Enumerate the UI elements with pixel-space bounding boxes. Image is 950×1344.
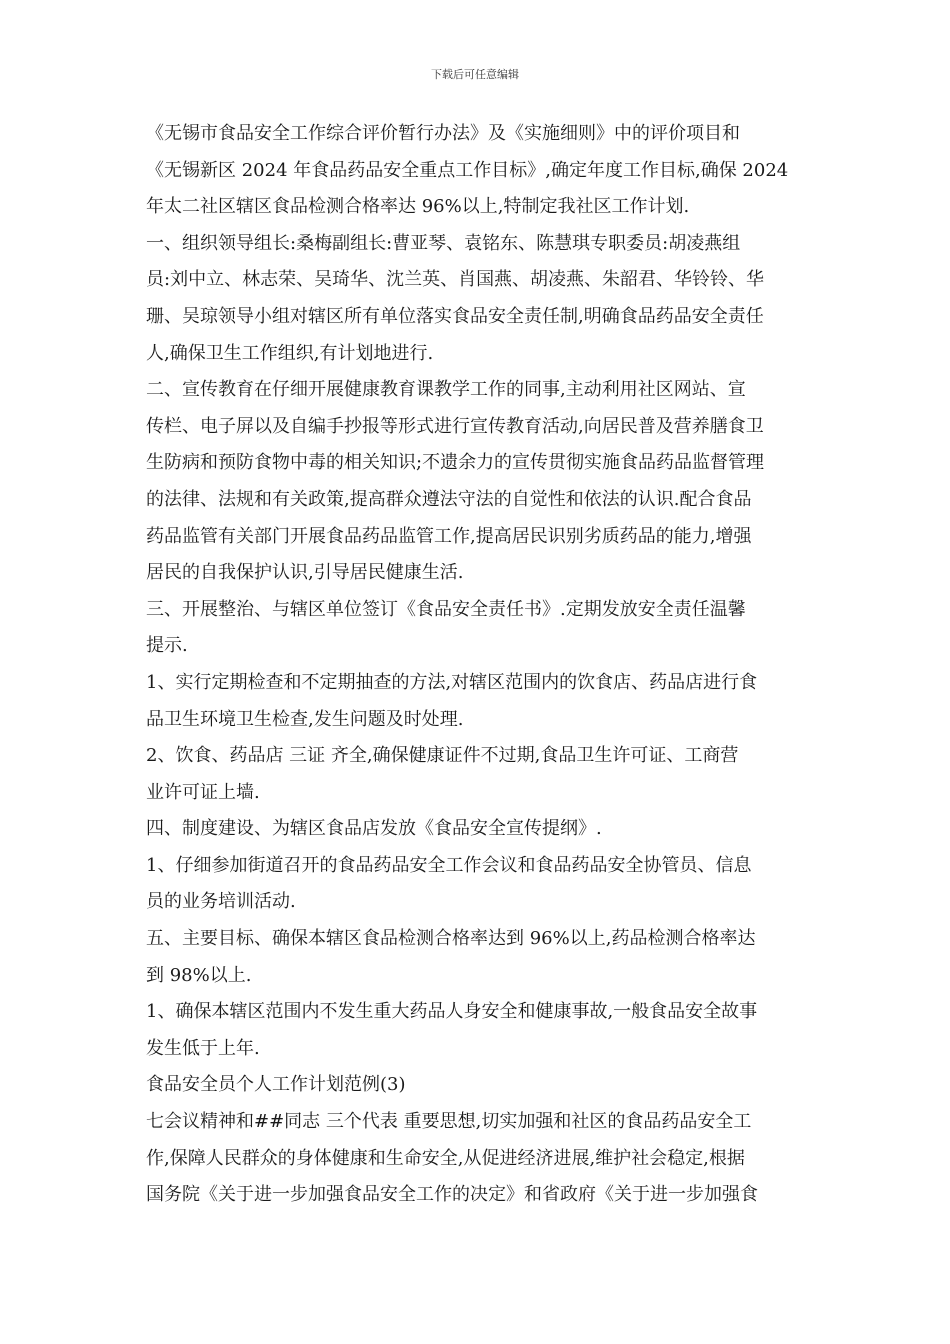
- text-line: 五、主要目标、确保本辖区食品检测合格率达到 96%以上,药品检测合格率达: [146, 928, 756, 950]
- text-line: 员的业务培训活动.: [146, 891, 296, 913]
- text-line: 1、仔细参加街道召开的食品药品安全工作会议和食品药品安全协管员、信息: [146, 854, 752, 876]
- text-line: 的法律、法规和有关政策,提高群众遵法守法的自觉性和依法的认识.配合食品: [146, 488, 752, 510]
- text-line: 2、饮食、药品店 三证 齐全,确保健康证件不过期,食品卫生许可证、工商营: [146, 745, 739, 767]
- text-line: 三、开展整治、与辖区单位签订《食品安全责任书》.定期发放安全责任温馨: [146, 598, 746, 620]
- body-text: [146, 116, 808, 1214]
- text-line: 药品监管有关部门开展食品药品监管工作,提高居民识别劣质药品的能力,增强: [146, 525, 752, 547]
- text-line: 人,确保卫生工作组织,有计划地进行.: [146, 342, 434, 364]
- text-line: 年太二社区辖区食品检测合格率达 96%以上,特制定我社区工作计划.: [146, 196, 690, 218]
- text-line: 《无锡新区 2024 年食品药品安全重点工作目标》,确定年度工作目标,确保 2024: [146, 159, 789, 181]
- text-line: 传栏、电子屏以及自编手抄报等形式进行宣传教育活动,向居民普及营养膳食卫: [146, 415, 764, 437]
- text-line: 业许可证上墙.: [146, 781, 260, 803]
- text-line: 国务院《关于进一步加强食品安全工作的决定》和省政府《关于进一步加强食: [146, 1184, 758, 1206]
- text-line: 到 98%以上.: [146, 964, 252, 986]
- text-line: 品卫生环境卫生检查,发生问题及时处理.: [146, 708, 464, 730]
- text-line: 发生低于上年.: [146, 1037, 260, 1059]
- text-line: 食品安全员个人工作计划范例(3): [146, 1074, 406, 1096]
- page-header: 下载后可任意编辑: [431, 68, 519, 81]
- text-line: 员:刘中立、林志荣、吴琦华、沈兰英、肖国燕、胡凌燕、朱韶君、华铃铃、华: [146, 269, 765, 291]
- text-line: 1、实行定期检查和不定期抽查的方法,对辖区范围内的饮食店、药品店进行食: [146, 671, 758, 693]
- text-line: 1、确保本辖区范围内不发生重大药品人身安全和健康事故,一般食品安全故事: [146, 1001, 758, 1023]
- text-line: 四、制度建设、为辖区食品店发放《食品安全宣传提纲》.: [146, 818, 602, 840]
- text-line: 生防病和预防食物中毒的相关知识;不遗余力的宣传贯彻实施食品药品监督管理: [146, 452, 765, 474]
- text-line: 一、组织领导组长:桑梅副组长:曹亚琴、袁铭东、陈慧琪专职委员:胡凌燕组: [146, 232, 741, 254]
- text-line: 《无锡市食品安全工作综合评价暂行办法》及《实施细则》中的评价项目和: [146, 123, 740, 144]
- text-line: 珊、吴琼领导小组对辖区所有单位落实食品安全责任制,明确食品药品安全责任: [146, 305, 764, 327]
- text-line: 七会议精神和##同志 三个代表 重要思想,切实加强和社区的食品药品安全工: [146, 1111, 752, 1133]
- text-line: 二、宣传教育在仔细开展健康教育课教学工作的同事,主动利用社区网站、宣: [146, 379, 746, 401]
- text-line: 提示.: [146, 635, 188, 657]
- text-line: 居民的自我保护认识,引导居民健康生活.: [146, 562, 464, 584]
- text-line: 作,保障人民群众的身体健康和生命安全,从促进经济进展,维护社会稳定,根据: [146, 1147, 745, 1169]
